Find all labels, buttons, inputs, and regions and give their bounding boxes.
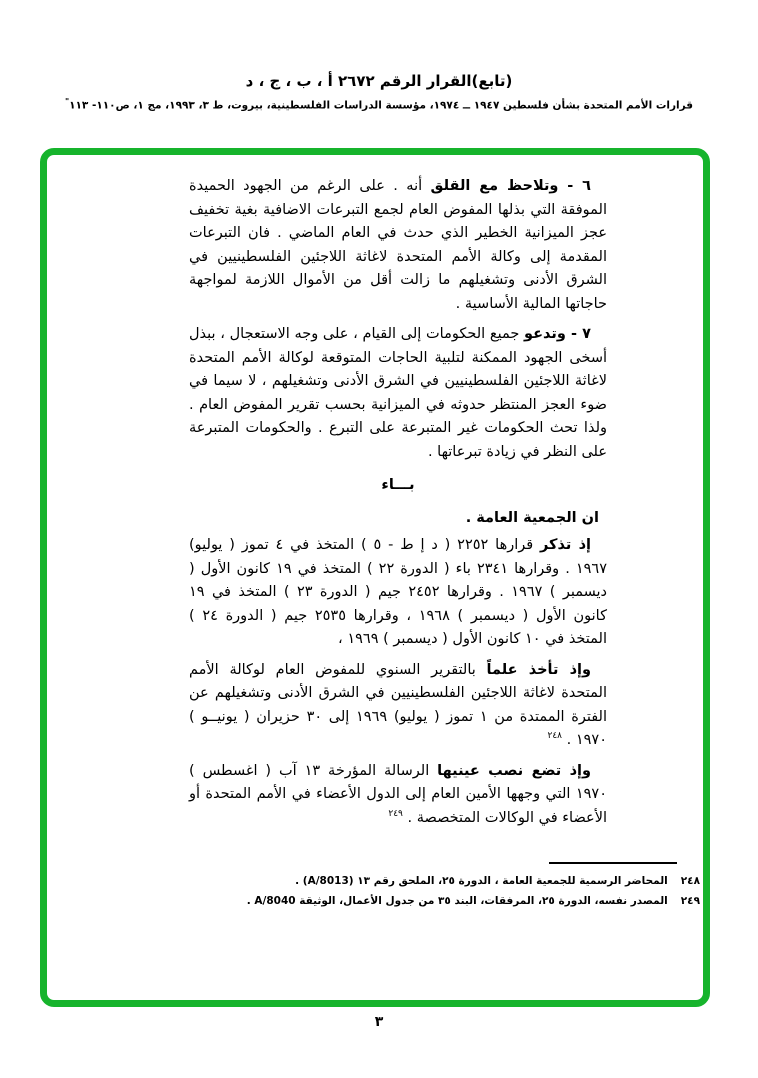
resolution-title: (تابع)القرار الرقم ٢٦٧٢ أ ، ب ، ج ، د bbox=[245, 72, 513, 90]
letter-paragraph bbox=[189, 760, 607, 831]
report-paragraph bbox=[189, 659, 607, 753]
footnote-separator bbox=[549, 862, 677, 864]
report-paragraph-lead: وإذ تأخذ علماً bbox=[486, 661, 591, 678]
recalling-paragraph bbox=[189, 534, 607, 652]
footnote-248-number: ٢٤٨ bbox=[680, 875, 700, 887]
paragraph-6 bbox=[189, 175, 607, 316]
source-citation-mark: " bbox=[64, 97, 70, 106]
footnote-ref-248: ٢٤٨ bbox=[547, 731, 563, 742]
paragraph-7-body: جميع الحكومات إلى القيام ، على وجه الاستعجال ، ببذل أسخى الجهود الممكنة لتلبية الحاجات المتوقعة لوكالة الأمم المتحدة لاغاثة اللاجئين الفلسطينيين في الشرق الأدنى وتشغيلهم ، لا سيما في ضوء العجز المنتظر حدوثه في الميزانية بحسب تقرير المفوض العام . ولذا تحث الحكومات غير المتبرعة على التبرع . والحكومات المتبرعة على النظر في زيادة تبرعاتها . bbox=[189, 326, 607, 460]
paragraph-6-lead: ٦ - وتلاحظ مع القلق bbox=[430, 178, 591, 194]
footnote-248 bbox=[240, 871, 700, 891]
recalling-paragraph-body: قرارها ٢٢٥٢ ( د إ ط - ٥ ) المتخذ في ٤ تموز ( يوليو) ١٩٦٧ . وقرارها ٢٣٤١ باء ( الدورة ٢٢ ) المتخذ في ١٩ كانون الأول ( ديسمبر ) ١٩٦٧ . وقرارها ٢٤٥٢ جيم ( الدورة ٢٣ ) المتخذ في ١٩ كانون الأول ( ديسمبر ) ١٩٦٨ ، وقرارها ٢٥٣٥ جيم ( الدورة ٢٤ ) المتخذ في ١٠ كانون الأول ( ديسمبر ) ١٩٦٩ ، bbox=[189, 537, 607, 647]
footnote-248-text: المحاضر الرسمية للجمعية العامة ، الدورة ٢٥، الملحق رقم ١٣ (A/8013) . bbox=[295, 875, 668, 887]
document-header bbox=[0, 72, 758, 112]
letter-paragraph-body: الرسالة المؤرخة ١٣ آب ( اغسطس ) ١٩٧٠ التي وجهها الأمين العام إلى الدول الأعضاء في الأمم المتحدة أو الأعضاء في الوكالات المتخصصة . bbox=[189, 762, 607, 826]
page-number: ٣ bbox=[374, 1014, 384, 1030]
footnote-249-number: ٢٤٩ bbox=[680, 895, 700, 907]
general-assembly-line: ان الجمعية العامة . bbox=[465, 509, 599, 526]
report-paragraph-body: بالتقرير السنوي للمفوض العام لوكالة الأمم المتحدة لاغاثة اللاجئين الفلسطينيين في الشرق الأدنى وتشغيلهم عن الفترة الممتدة من ١ تموز ( يوليو) ١٩٦٩ إلى ٣٠ حزيران ( يونيــو ) ١٩٧٠ . bbox=[189, 661, 607, 748]
letter-paragraph-lead: وإذ تضع نصب عينيها bbox=[437, 762, 592, 779]
paragraph-7 bbox=[189, 323, 607, 464]
resolution-text bbox=[189, 175, 607, 837]
footnote-249 bbox=[240, 891, 700, 911]
section-heading-baa: بـــاء bbox=[381, 477, 415, 493]
paragraph-7-lead: ٧ - وتدعو bbox=[524, 326, 591, 342]
paragraph-6-body: أنه . على الرغم من الجهود الحميدة الموفقة التي بذلها المفوض العام لجمع التبرعات الاضافية بغية تخفيف عجز الميزانية الخطير الذي حدث في العام الماضي . فان التبرعات المقدمة إلى وكالة الأمم المتحدة لاغاثة اللاجئين الفلسطينيين في الشرق الأدنى وتشغيلهم ما زالت أقل من الأموال اللازمة لمواجهة حاجاتها المالية الأساسية . bbox=[189, 178, 607, 312]
recalling-paragraph-lead: إذ تذكر bbox=[540, 537, 591, 553]
footnote-ref-249: ٢٤٩ bbox=[388, 808, 403, 819]
source-citation-text: قرارات الأمم المتحدة بشأن فلسطين ١٩٤٧ ــ ١٩٧٤، مؤسسة الدراسات الفلسطينية، بيروت، ط ٣، ١٩٩٣، مج ١، ص١١٠- ١١٣ bbox=[69, 99, 694, 112]
footnote-249-text: المصدر نفسه، الدورة ٢٥، المرفقات، البند ٣٥ من جدول الأعمال، الوثيقة A/8040 . bbox=[246, 895, 668, 907]
footnotes-block bbox=[240, 871, 700, 911]
source-citation bbox=[0, 97, 758, 112]
